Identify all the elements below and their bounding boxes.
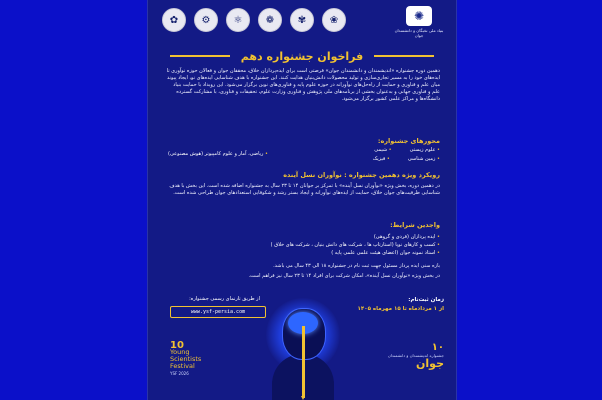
emblem-icon: ❀ — [322, 8, 346, 32]
emblem-icon: ✿ — [162, 8, 186, 32]
gear-icon: ⚙ — [194, 8, 218, 32]
organizer-logo — [394, 6, 444, 38]
registration-dates: از ۱ مردادماه تا ۱۵ مهرماه ۱۴۰۵ — [357, 306, 444, 312]
pencil-icon — [302, 326, 305, 398]
axes-title: محورهای جشنواره: — [377, 137, 440, 145]
url-label: از طریق تارنمای رسمی جشنواره: — [189, 296, 260, 302]
eligible-title: واجدین شرایط: — [390, 221, 440, 229]
festival-line: Festival — [170, 362, 195, 370]
emblem-icon: ✾ — [290, 8, 314, 32]
festival-year: YSF 2026 — [170, 371, 189, 376]
festival-word-fa: جوان — [416, 357, 444, 370]
emblem-icon: ❁ — [258, 8, 282, 32]
axes-list — [164, 147, 440, 165]
festival-line: Scientists — [170, 355, 202, 363]
festival-line-fa: جشنواره اندیشمندان و دانشمندان — [387, 353, 444, 358]
festival-number-fa: ۱۰ — [431, 342, 444, 353]
festival-logo-fa — [384, 342, 444, 370]
festival-number: 10 — [170, 340, 184, 351]
organizer-caption: بنیاد ملی نخبگان و دانشمندان جوان — [394, 28, 444, 38]
logos-row — [162, 8, 346, 34]
festival-logo-en — [170, 342, 230, 377]
axis-item: • علوم زیستی — [410, 147, 440, 153]
atom-icon: ⚛ — [226, 8, 250, 32]
axis-item: • زمین شناسی — [408, 156, 440, 162]
axis-item: • شیمی — [374, 147, 391, 153]
poster-title: فراخوان جشنواره دهم — [240, 50, 364, 63]
bottom-area — [148, 296, 456, 400]
axis-item-long: • ریاضی، آمار و علوم کامپیوتر (هوش مصنوعی) — [168, 151, 268, 157]
list-item: • ایده پردازان (فردی و گروهی) — [164, 233, 440, 241]
age-note: بازه سنی ایده پرداز مسئول جهت ثبت نام در جشنواره ۱۸ الی ۴۳ سال می باشد. — [273, 263, 440, 269]
axis-item: • فیزیک — [373, 156, 390, 162]
website-link[interactable]: www.ysf-persia.com — [170, 306, 266, 318]
festival-line: Young — [170, 348, 190, 356]
intro-paragraph: دهمین دوره جشنواره «اندیشمندان و دانشمندان جوان» فرصتی است برای ایده‌پردازان خلاق، محققان جوان و فعالان حوزه نوآوری تا ایده‌های خود را به مسیر تجاری‌سازی و تولید محصولات دانش‌بنیان هدایت کنند. این جشنواره با هدف شناسایی ایده‌های نو، ایجاد پیوند میان علم و فناوری و حمایت از راه‌حل‌های نوآورانه در حوزه علوم پایه و فناوری‌های نوین برگزار می‌شود. این رویداد با حمایت بنیاد علم و فناوری جهانی و به‌عنوان بخشی از برنامه‌های ملی پژوهش و فناوری وزارت علوم، تحقیقات و فناوری، با مشارکت گسترده دانشگاه‌ها و مراکز علمی کشور برگزار می‌شود. — [166, 68, 440, 102]
registration-label: زمان ثبت‌نام: — [408, 297, 444, 303]
special-title: رویکرد ویژه دهمین جشنواره : نوآوران نسل آینده — [283, 171, 440, 179]
flower-icon: ✺ — [406, 6, 432, 26]
eligible-list — [164, 233, 440, 257]
figure-illustration — [254, 296, 352, 400]
list-item: • کسب و کارهای نوپا (استارتاپ ها ، شرکت های دانش بنیان ، شرکت های خلاق ) — [164, 241, 440, 249]
poster — [147, 0, 457, 400]
special-paragraph: در دهمین دوره، بخش ویژه «نوآوران نسل آینده» با تمرکز بر جوانان ۱۴ تا ۲۳ سال به جشنواره اضافه شده است. این بخش با هدف شناسایی ظرفیت‌های جوان خلاق، حمایت از ایده‌های نوآورانه و ایجاد بستر رشد و شکوفایی استعدادهای جوان طراحی شده است. — [169, 183, 440, 196]
age-note-special: در بخش ویژه «نوآوران نسل آینده»، امکان شرکت برای افراد ۱۴ تا ۲۳ سال نیز فراهم است. — [248, 273, 440, 279]
list-item: • استاد نمونه جوان (اعضای هیئت علمی علمی پایه ) — [164, 249, 440, 257]
